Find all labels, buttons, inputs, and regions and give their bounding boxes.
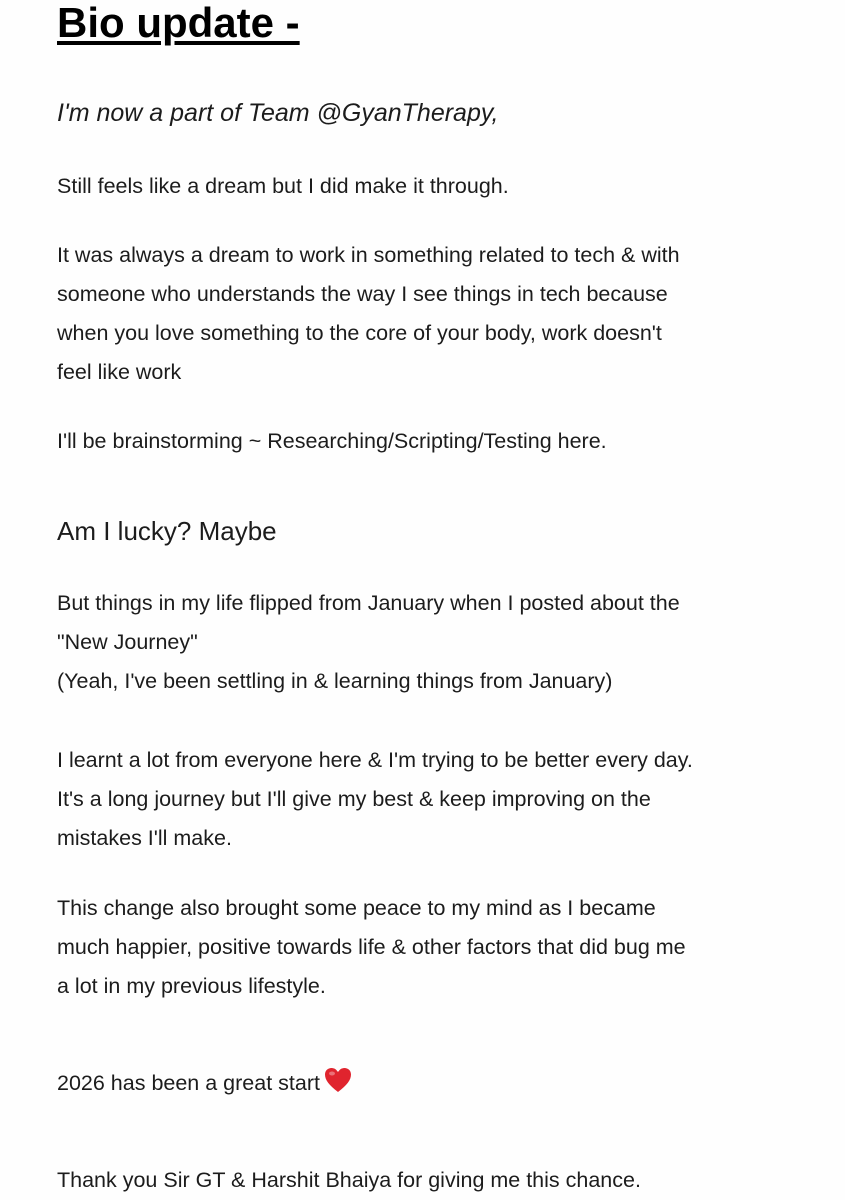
team-announcement: I'm now a part of Team @GyanTherapy,: [57, 99, 499, 127]
paragraph-line: someone who understands the way I see things in tech because: [57, 282, 668, 306]
paragraph-tech-dream: [57, 236, 680, 392]
paragraph-line: feel like work: [57, 360, 182, 384]
paragraph-line: much happier, positive towards life & other factors that did bug me: [57, 935, 686, 959]
document-page: [57, 0, 827, 1200]
paragraph-line: It's a long journey but I'll give my best & keep improving on the: [57, 787, 651, 811]
paragraph-line: when you love something to the core of your body, work doesn't: [57, 321, 662, 345]
page-title: Bio update -: [57, 0, 300, 46]
great-start-text: 2026 has been a great start: [57, 1071, 320, 1095]
paragraph-great-start: [57, 1064, 352, 1106]
paragraph-line: mistakes I'll make.: [57, 826, 232, 850]
paragraph-line: I'll be brainstorming ~ Researching/Scripting/Testing here.: [57, 429, 607, 453]
paragraph-dream: [57, 167, 509, 206]
paragraph-line: It was always a dream to work in something related to tech & with: [57, 243, 680, 267]
paragraph-line: Thank you Sir GT & Harshit Bhaiya for giving me this chance.: [57, 1168, 641, 1192]
paragraph-line: This change also brought some peace to my mind as I became: [57, 896, 656, 920]
paragraph-role: [57, 422, 607, 461]
red-heart-icon: [324, 1067, 352, 1106]
paragraph-journey: [57, 584, 680, 701]
paragraph-line: a lot in my previous lifestyle.: [57, 974, 326, 998]
paragraph-line: I learnt a lot from everyone here & I'm trying to be better every day.: [57, 748, 693, 772]
paragraph-line: Still feels like a dream but I did make it through.: [57, 174, 509, 198]
paragraph-thanks: [57, 1161, 641, 1200]
paragraph-line: But things in my life flipped from January when I posted about the: [57, 591, 680, 615]
paragraph-peace: [57, 889, 686, 1006]
paragraph-learning: [57, 741, 693, 858]
paragraph-line: "New Journey": [57, 630, 198, 654]
paragraph-line: (Yeah, I've been settling in & learning things from January): [57, 669, 613, 693]
heading-lucky: Am I lucky? Maybe: [57, 516, 277, 546]
